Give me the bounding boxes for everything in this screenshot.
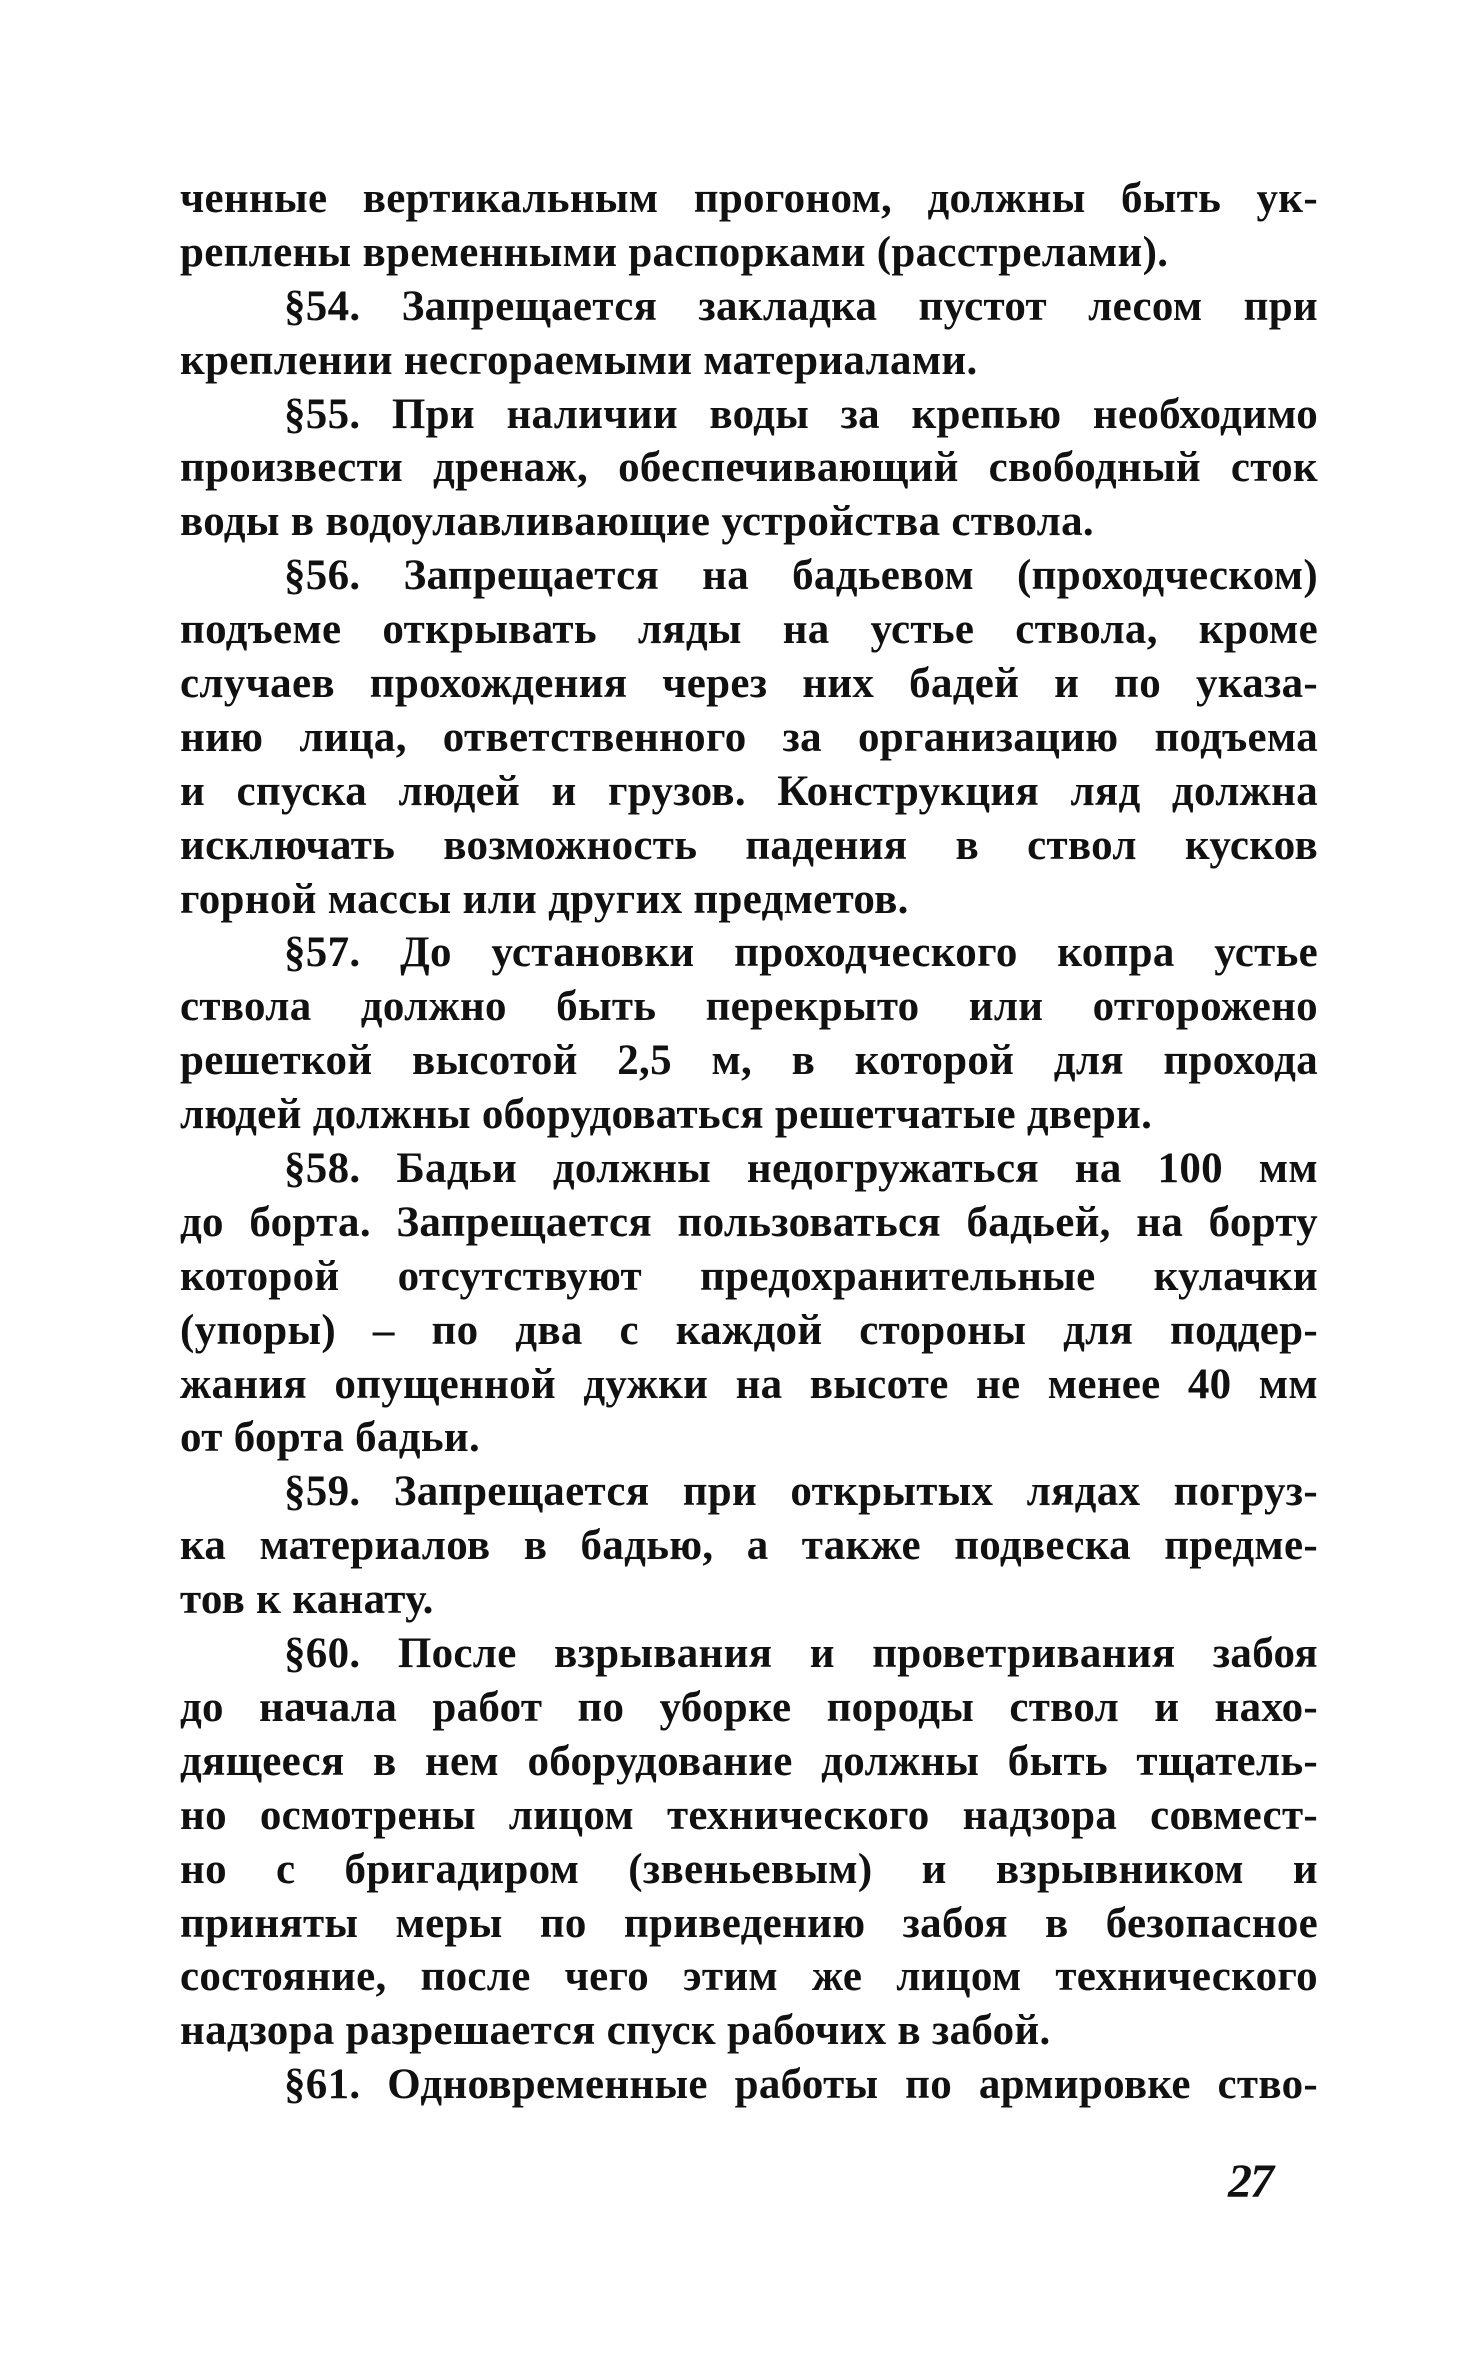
text-line: ченные вертикальным прогоном, должны быть ук-	[180, 175, 1318, 222]
text-line: креплении несгораемыми материалами.	[180, 336, 978, 384]
text-line: ка материалов в бадью, а также подвеска предме-	[180, 1522, 1318, 1570]
text-line: ствола должно быть перекрыто или отгорожено	[180, 983, 1318, 1031]
page-number: 27	[1228, 2155, 1272, 2208]
text-line: которой отсутствуют предохранительные кулачки	[180, 1252, 1318, 1300]
text-line: §56. Запрещается на бадьевом (проходческом)	[284, 552, 1318, 600]
text-line: нию лица, ответственного за организацию подъема	[180, 713, 1318, 761]
text-line: §60. После взрывания и проветривания забоя	[284, 1630, 1318, 1678]
text-line: от борта бадьи.	[180, 1414, 480, 1462]
text-line: до начала работ по уборке породы ствол и нахо-	[180, 1683, 1318, 1731]
text-line: состояние, после чего этим же лицом технического	[180, 1953, 1318, 2001]
text-line: до борта. Запрещается пользоваться бадьей, на борту	[180, 1198, 1318, 1246]
text-line: §61. Одновременные работы по армировке ство-	[284, 2061, 1318, 2109]
text-line: подъеме открывать ляды на устье ствола, кроме	[180, 606, 1318, 654]
text-line: горной массы или других предметов.	[180, 875, 909, 923]
text-line: (упоры) – по два с каждой стороны для поддер-	[180, 1306, 1318, 1354]
text-line: §55. При наличии воды за крепью необходимо	[284, 390, 1318, 438]
text-line: случаев прохождения через них бадей и по указа-	[180, 660, 1318, 708]
text-line: но с бригадиром (звеньевым) и взрывником и	[180, 1845, 1318, 1893]
text-line: дящееся в нем оборудование должны быть тщатель-	[180, 1737, 1318, 1785]
text-line: воды в водоулавливающие устройства ствола.	[180, 498, 1094, 546]
text-line: жания опущенной дужки на высоте не менее 40 мм	[180, 1360, 1318, 1408]
text-line: §59. Запрещается при открытых лядах погруз-	[284, 1468, 1318, 1516]
text-line: §57. До установки проходческого копра устье	[284, 929, 1318, 977]
text-line: произвести дренаж, обеспечивающий свободный сток	[180, 444, 1318, 492]
text-line: §58. Бадьи должны недогружаться на 100 мм	[284, 1145, 1318, 1193]
text-line: тов к канату.	[180, 1576, 434, 1624]
page-body	[180, 172, 1318, 2112]
text-line: но осмотрены лицом технического надзора совмест-	[180, 1791, 1318, 1839]
text-line: надзора разрешается спуск рабочих в забой.	[180, 2007, 1051, 2055]
text-line: исключать возможность падения в ствол кусков	[180, 821, 1318, 869]
text-line: реплены временными распорками (расстрелами).	[180, 228, 1169, 276]
text-line: людей должны оборудоваться решетчатые двери.	[180, 1091, 1153, 1139]
text-block	[180, 172, 1318, 2112]
text-line: приняты меры по приведению забоя в безопасное	[180, 1899, 1318, 1947]
text-line: §54. Запрещается закладка пустот лесом при	[284, 282, 1318, 330]
text-line: решеткой высотой 2,5 м, в которой для прохода	[180, 1037, 1318, 1085]
text-line: и спуска людей и грузов. Конструкция ляд должна	[180, 767, 1318, 815]
